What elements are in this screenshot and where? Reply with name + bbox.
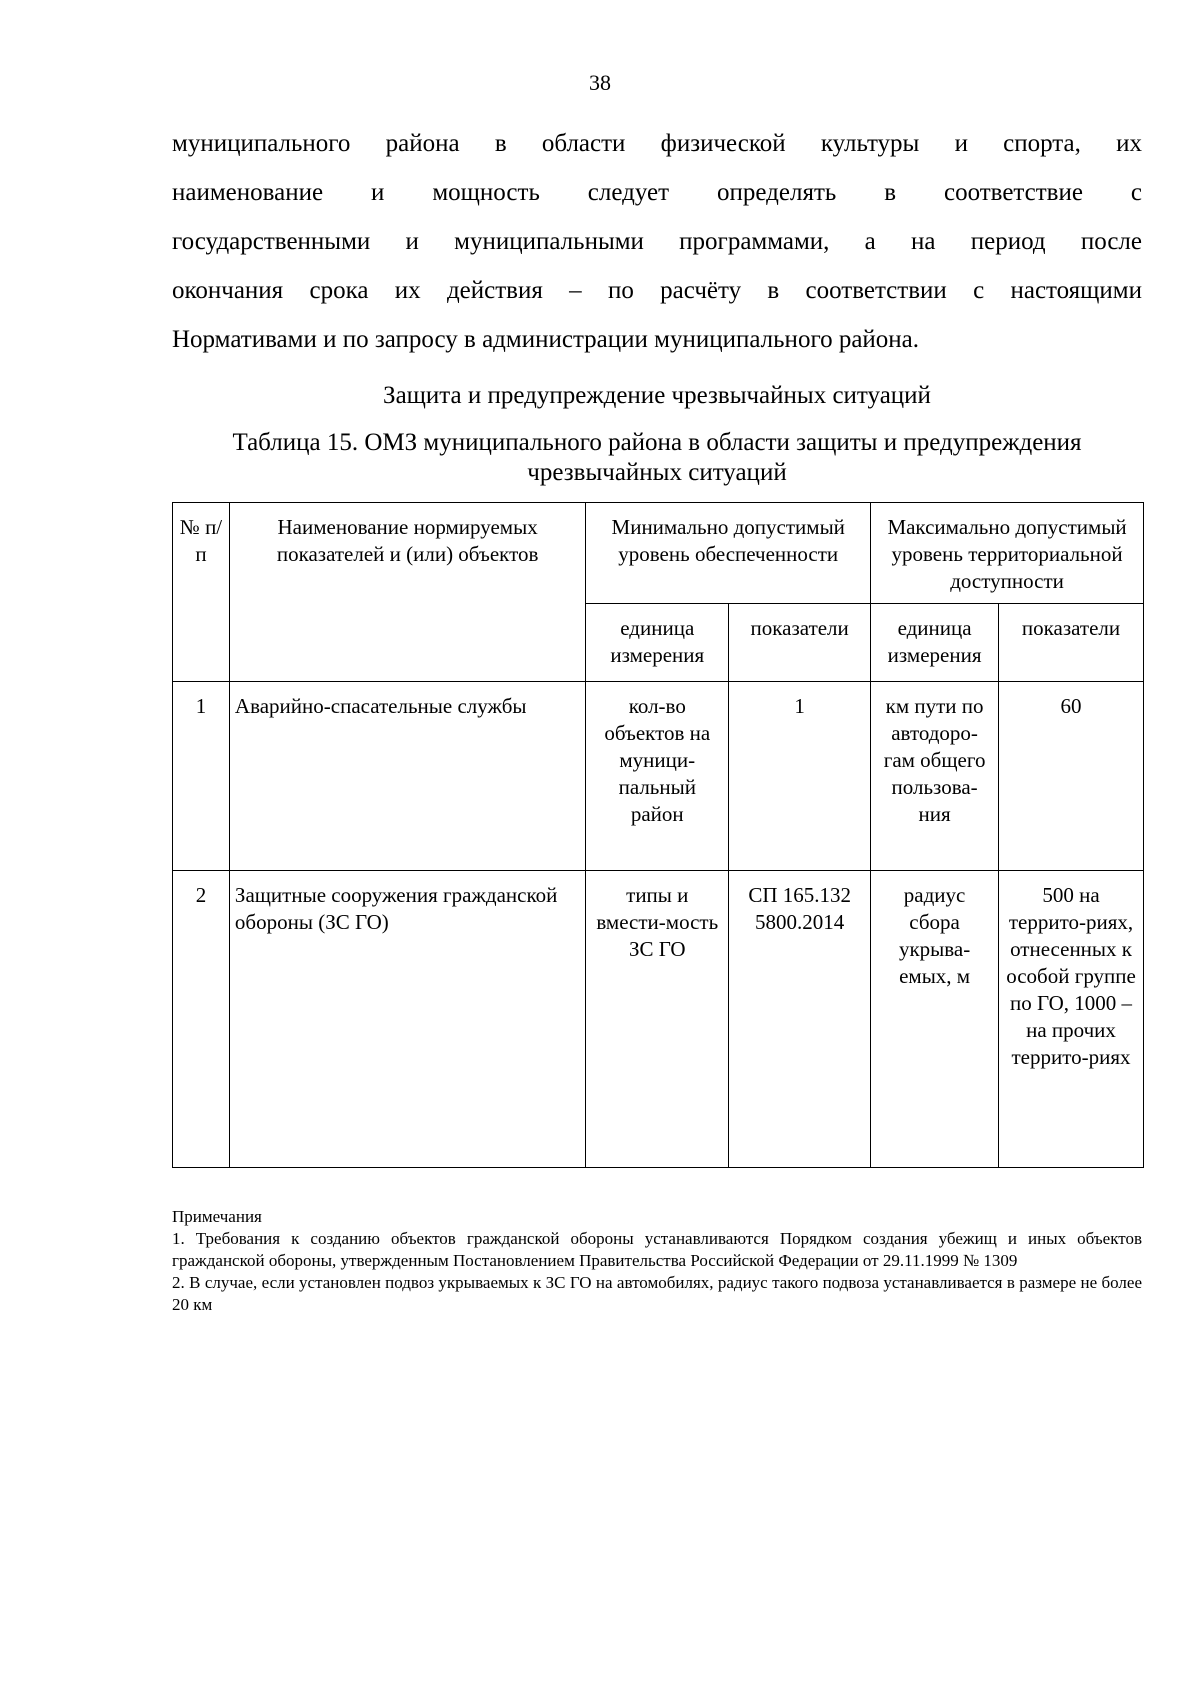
notes-heading: Примечания xyxy=(172,1207,262,1226)
header-min-unit: единица измерения xyxy=(586,604,729,682)
intro-line: Нормативами и по запросу в администрации муниципального района. xyxy=(172,326,920,353)
data-table xyxy=(172,502,1144,1168)
header-max-unit: единица измерения xyxy=(871,604,999,682)
header-num: № п/п xyxy=(173,503,230,682)
cell-min-unit: типы и вмести-мость ЗС ГО xyxy=(586,871,729,1168)
table-caption: Таблица 15. ОМЗ муниципального района в области защиты и предупреждения чрезвычайных ситуаций xyxy=(232,429,1082,486)
header-min-value: показатели xyxy=(729,604,871,682)
cell-min-unit: кол-во объектов на муници-пальный район xyxy=(586,682,729,871)
note-item: 2. В случае, если установлен подвоз укрываемых к ЗС ГО на автомобилях, радиус такого подвоза устанавливается в размере не более 20 км xyxy=(172,1273,1142,1314)
cell-name: Защитные сооружения гражданской обороны (ЗС ГО) xyxy=(229,871,585,1168)
header-max-level: Максимально допустимый уровень территориальной доступности xyxy=(871,503,1144,604)
cell-min-value: СП 165.132 5800.2014 xyxy=(729,871,871,1168)
intro-line: окончания срока их действия – по расчёту в соответствии с настоящими xyxy=(172,277,1142,304)
cell-max-unit: радиус сбора укрыва-емых, м xyxy=(871,871,999,1168)
page-number: 38 xyxy=(589,70,611,95)
cell-min-value: 1 xyxy=(729,682,871,871)
intro-line: муниципального района в области физической культуры и спорта, их xyxy=(172,130,1142,157)
intro-line: государственными и муниципальными программами, а на период после xyxy=(172,228,1142,255)
table-row xyxy=(173,682,1144,871)
header-min-level: Минимально допустимый уровень обеспеченности xyxy=(586,503,871,604)
header-max-value: показатели xyxy=(999,604,1144,682)
cell-num: 2 xyxy=(173,871,230,1168)
header-name: Наименование нормируемых показателей и (или) объектов xyxy=(229,503,585,682)
table-header-row xyxy=(173,503,1144,604)
table-row xyxy=(173,871,1144,1168)
intro-paragraph xyxy=(172,119,1142,364)
cell-max-unit: км пути по автодоро-гам общего пользова-ния xyxy=(871,682,999,871)
cell-name: Аварийно-спасательные службы xyxy=(229,682,585,871)
note-item: 1. Требования к созданию объектов гражданской обороны устанавливаются Порядком создания убежищ и иных объектов гражданской обороны, утвержденным Постановлением Правительства Российской Федерации от 29.11.1999 № 1309 xyxy=(172,1229,1142,1270)
cell-max-value: 60 xyxy=(999,682,1144,871)
intro-line: наименование и мощность следует определять в соответствие с xyxy=(172,179,1142,206)
cell-num: 1 xyxy=(173,682,230,871)
section-title: Защита и предупреждение чрезвычайных ситуаций xyxy=(383,382,931,409)
cell-max-value: 500 на террито-риях, отнесенных к особой группе по ГО, 1000 – на прочих террито-риях xyxy=(999,871,1144,1168)
notes xyxy=(172,1206,1142,1316)
